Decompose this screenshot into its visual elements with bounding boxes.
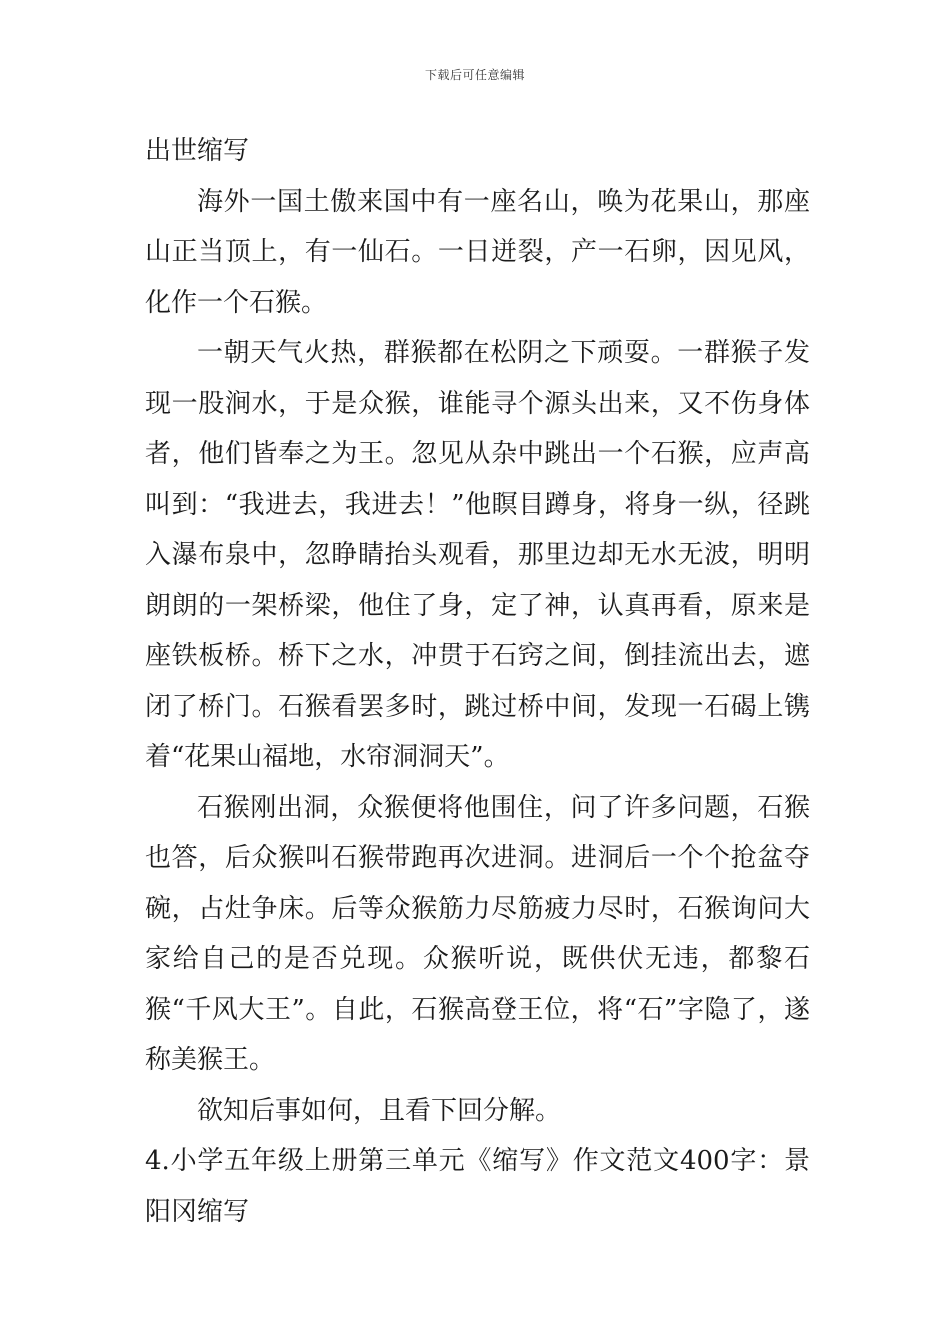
paragraph-2: 一朝天气火热，群猴都在松阴之下顽耍。一群猴子发现一股涧水，于是众猴，谁能寻个源头出来，又不伤身体者，他们皆奉之为王。忽见从杂中跳出一个石猴，应声高叫到：“我进去，我进去！”他瞑目蹲身，将身一纵，径跳入瀑布泉中，忽睁睛抬头观看，那里边却无水无波，明明朗朗的一架桥梁，他住了身，定了神，认真再看，原来是座铁板桥。桥下之水，冲贯于石窍之间，倒挂流出去，遮闭了桥门。石猴看罢多时，跳过桥中间，发现一石碣上镌着“花果山福地，水帘洞洞天”。 bbox=[145, 338, 810, 772]
paragraph-4: 欲知后事如何，且看下回分解。 bbox=[197, 1095, 562, 1126]
page-header-note: 下载后可任意编辑 bbox=[424, 68, 525, 82]
next-section-heading: 4.小学五年级上册第三单元《缩写》作文范文400字：景阳冈缩写 bbox=[145, 1146, 810, 1227]
paragraph-1: 海外一国土傲来国中有一座名山，唤为花果山，那座山正当顶上，有一仙石。一日迸裂，产一石卵，因见风，化作一个石猴。 bbox=[145, 186, 810, 318]
paragraph-3: 石猴刚出洞，众猴便将他围住，问了许多问题，石猴也答，后众猴叫石猴带跑再次进洞。进洞后一个个抢盆夺碗，占灶争床。后等众猴筋力尽筋疲力尽时，石猴询问大家给自己的是否兑现。众猴听说，既供伏无违，都黎石猴“千风大王”。自此，石猴高登王位，将“石”字隐了，遂称美猴王。 bbox=[145, 792, 810, 1075]
document-body bbox=[145, 126, 810, 1237]
section-title: 出世缩写 bbox=[145, 136, 250, 166]
